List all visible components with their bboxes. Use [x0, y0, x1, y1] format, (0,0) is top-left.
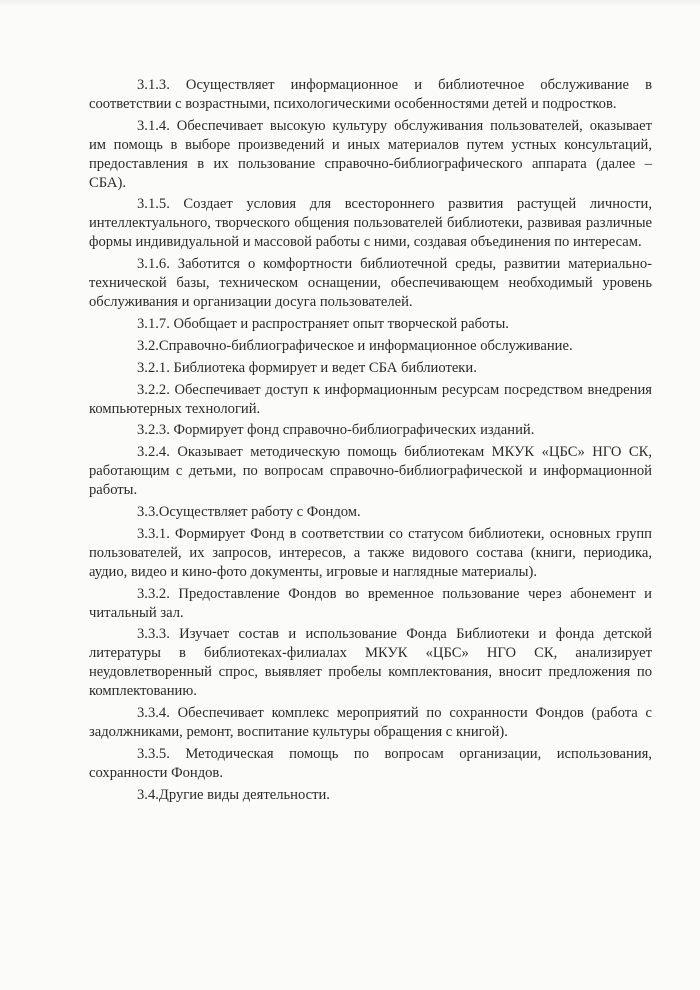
paragraph-3-3-3: 3.3.3. Изучает состав и использование Фонда Библиотеки и фонда детской литературы в библиотеках-филиалах МКУК «ЦБС» НГО СК, анализирует неудовлетворенный спрос, выявляет пробелы комплектования, вносит предложения по комплектованию. [89, 626, 652, 700]
paragraph-3-1-5: 3.1.5. Создает условия для всестороннего развития растущей личности, интеллектуального, творческого общения пользователей библиотеки, развивая различные формы индивидуальной и массовой работы с ними, создавая объединения по интересам. [89, 196, 652, 251]
paragraph-3-1-7: 3.1.7. Обобщает и распространяет опыт творческой работы. [137, 315, 509, 332]
paragraph-3-1-4: 3.1.4. Обеспечивает высокую культуру обслуживания пользователей, оказывает им помощь в выборе произведений и иных материалов путем устных консультаций, предоставления в их пользование справочно-библиографического аппарата (далее – СБА). [89, 117, 652, 191]
paragraph-3-4: 3.4.Другие виды деятельности. [137, 786, 330, 803]
paragraph-3-2-4: 3.2.4. Оказывает методическую помощь библиотекам МКУК «ЦБС» НГО СК, работающим с детьми, по вопросам справочно-библиографической и информационной работы. [89, 444, 652, 499]
paragraph-3-3-4: 3.3.4. Обеспечивает комплекс мероприятий по сохранности Фондов (работа с задолжниками, ремонт, воспитание культуры обращения с книгой). [89, 705, 652, 740]
scan-edge [0, 0, 700, 6]
paragraph-3-2: 3.2.Справочно-библиографическое и информационное обслуживание. [137, 337, 573, 354]
paragraph-3-2-3: 3.2.3. Формирует фонд справочно-библиографических изданий. [137, 422, 535, 439]
paragraph-3-3: 3.3.Осуществляет работу с Фондом. [137, 504, 361, 521]
paragraph-3-1-6: 3.1.6. Заботится о комфортности библиотечной среды, развитии материально-технической базы, техническом оснащении, обеспечивающем необходимый уровень обслуживания и организации досуга пользователей. [89, 256, 652, 310]
paragraph-3-2-2: 3.2.2. Обеспечивает доступ к информационным ресурсам посредством внедрения компьютерных технологий. [89, 381, 652, 417]
paragraph-3-3-2: 3.3.2. Предоставление Фондов во временное пользование через абонемент и читальный зал. [89, 585, 652, 621]
paragraph-3-3-1: 3.3.1. Формирует Фонд в соответствии со статусом библиотеки, основных групп пользователей, их запросов, интересов, а также видового состава (книги, периодика, аудио, видео и кино-фото документы, игровые и наглядные материалы). [89, 525, 652, 580]
paragraph-3-2-1: 3.2.1. Библиотека формирует и ведет СБА библиотеки. [137, 359, 477, 376]
paragraph-3-3-5: 3.3.5. Методическая помощь по вопросам организации, использования, сохранности Фондов. [89, 745, 652, 781]
paragraph-3-1-3: 3.1.3. Осуществляет информационное и библиотечное обслуживание в соответствии с возрастными, психологическими особенностями детей и подростков. [89, 77, 652, 112]
